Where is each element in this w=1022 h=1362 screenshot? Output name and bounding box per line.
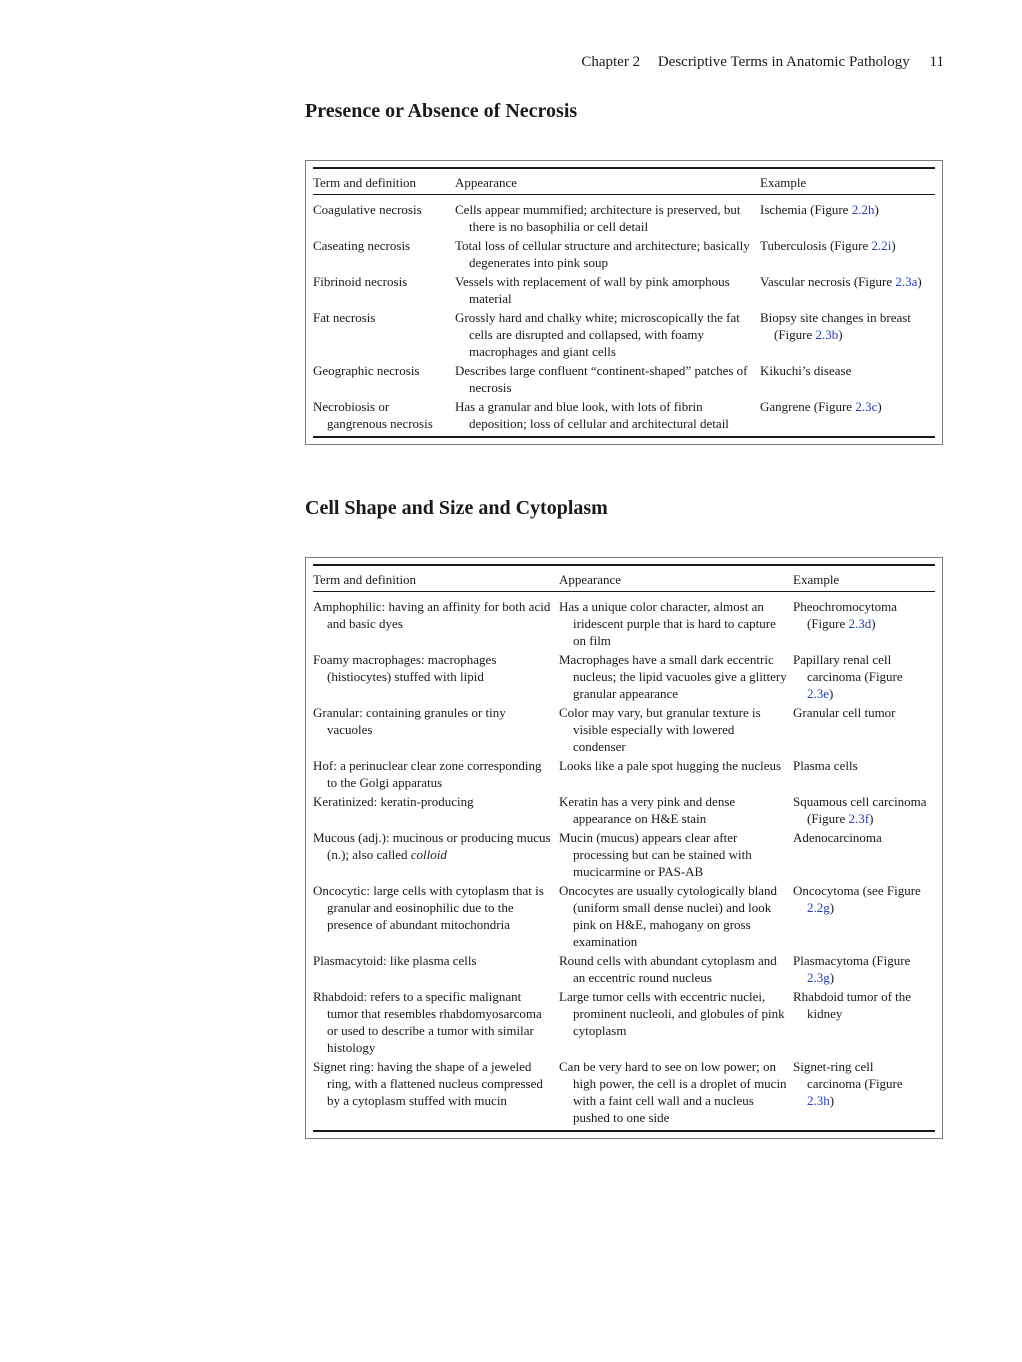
example-suffix: ) <box>891 238 896 253</box>
term-text <box>313 273 449 290</box>
term-definition: Granular: containing granules or tiny vacuoles <box>313 705 506 737</box>
appearance-cell <box>455 362 760 398</box>
example-label: Vascular necrosis (Figure <box>760 274 896 289</box>
example-label: Rhabdoid tumor of the kidney <box>793 989 912 1021</box>
example-suffix: ) <box>877 399 882 414</box>
term-definition: Keratinized: keratin-producing <box>313 794 474 809</box>
appearance-cell <box>559 1058 793 1131</box>
necrosis-table-body <box>313 195 935 438</box>
example-text <box>793 793 929 827</box>
term-definition: Amphophilic: having an affinity for both acid and basic dyes <box>313 599 551 631</box>
appearance-text: Oncocytes are usually cytologically bland (uniform small dense nuclei) and look pink on H&E, mahogany on gross examination <box>559 883 778 949</box>
example-text <box>793 952 929 986</box>
appearance-text: Macrophages have a small dark eccentric nucleus; the lipid vacuoles give a glittery granular appearance <box>559 652 787 701</box>
table-row <box>313 398 935 437</box>
example-text <box>793 829 929 846</box>
appearance-cell <box>559 651 793 704</box>
table-row <box>313 757 935 793</box>
example-label: Gangrene (Figure <box>760 399 856 414</box>
term-definition: Signet ring: having the shape of a jeweled ring, with a flattened nucleus compressed by a cytoplasm stuffed with mucin <box>313 1059 543 1108</box>
table-row <box>313 704 935 757</box>
term-definition: Rhabdoid: refers to a specific malignant tumor that resembles rhabdomyosarcoma or used to describe a tumor with similar histology <box>313 989 542 1055</box>
column-header: Term and definition <box>313 168 455 195</box>
example-label: Adenocarcinoma <box>793 830 882 845</box>
example-cell <box>793 1058 935 1131</box>
term-cell <box>313 793 559 829</box>
table-row <box>313 829 935 882</box>
appearance-text: Vessels with replacement of wall by pink amorphous material <box>455 274 730 306</box>
term-text <box>313 598 553 632</box>
term-definition: Hof: a perinuclear clear zone corresponding to the Golgi apparatus <box>313 758 542 790</box>
appearance-text: Color may vary, but granular texture is visible especially with lowered condenser <box>559 705 761 754</box>
column-header: Appearance <box>559 565 793 592</box>
term-text <box>313 651 553 685</box>
example-suffix: ) <box>838 327 843 342</box>
example-suffix: ) <box>869 811 874 826</box>
appearance-text: Cells appear mummified; architecture is preserved, but there is no basophilia or cell detail <box>455 202 741 234</box>
example-cell <box>760 398 935 437</box>
term-cell <box>313 309 455 362</box>
term-text <box>313 952 553 969</box>
example-label: Ischemia (Figure <box>760 202 852 217</box>
example-text <box>760 362 929 379</box>
example-text <box>760 309 929 343</box>
table-header-row <box>313 168 935 195</box>
example-cell <box>793 757 935 793</box>
example-label: Plasma cells <box>793 758 858 773</box>
example-label: Tuberculosis (Figure <box>760 238 872 253</box>
figure-reference-link[interactable]: 2.3d <box>848 616 872 631</box>
appearance-cell <box>559 592 793 652</box>
appearance-cell <box>559 882 793 952</box>
term-italic: colloid <box>410 847 447 862</box>
example-text <box>760 398 929 415</box>
term-definition: Fibrinoid necrosis <box>313 274 408 289</box>
cell-shape-table <box>313 564 935 1132</box>
appearance-cell <box>559 829 793 882</box>
table-row <box>313 362 935 398</box>
example-label: Plasmacytoma (Figure <box>793 953 911 968</box>
table-row <box>313 793 935 829</box>
figure-reference-link[interactable]: 2.2i <box>871 238 892 253</box>
term-cell <box>313 651 559 704</box>
table-row <box>313 273 935 309</box>
example-suffix: ) <box>829 970 835 985</box>
example-suffix: ) <box>917 274 922 289</box>
column-header: Example <box>760 168 935 195</box>
example-label: Squamous cell carcinoma (Figure <box>793 794 927 826</box>
term-definition: Oncocytic: large cells with cytoplasm that is granular and eosinophilic due to the presence of abundant mitochondria <box>313 883 544 932</box>
example-text <box>760 273 929 290</box>
example-label: Biopsy site changes in breast (Figure <box>760 310 911 342</box>
example-label: Oncocytoma (see Figure <box>793 883 921 898</box>
appearance-cell <box>455 237 760 273</box>
term-text <box>313 988 553 1056</box>
appearance-cell <box>559 793 793 829</box>
table-row <box>313 309 935 362</box>
figure-reference-link[interactable]: 2.3e <box>807 686 830 701</box>
figure-reference-link[interactable]: 2.2g <box>807 900 830 915</box>
term-definition: Coagulative necrosis <box>313 202 422 217</box>
appearance-text: Has a unique color character, almost an iridescent purple that is hard to capture on film <box>559 599 776 648</box>
table-row <box>313 988 935 1058</box>
term-cell <box>313 882 559 952</box>
example-text <box>793 704 929 721</box>
table-row <box>313 952 935 988</box>
table-row <box>313 592 935 652</box>
example-suffix: ) <box>829 686 834 701</box>
example-suffix: ) <box>829 900 835 915</box>
section-title-necrosis: Presence or Absence of Necrosis <box>305 100 578 122</box>
appearance-text: Can be very hard to see on low power; on high power, the cell is a droplet of mucin with a faint cell wall and a nucleus pushed to one side <box>559 1059 787 1125</box>
section-title-cell-shape: Cell Shape and Size and Cytoplasm <box>305 497 608 519</box>
example-cell <box>793 651 935 704</box>
example-label: Papillary renal cell carcinoma (Figure <box>793 652 903 684</box>
term-text <box>313 704 553 738</box>
column-header: Term and definition <box>313 565 559 592</box>
example-text <box>793 988 929 1022</box>
figure-reference-link[interactable]: 2.3f <box>848 811 870 826</box>
term-cell <box>313 757 559 793</box>
term-definition: Geographic necrosis <box>313 363 420 378</box>
example-cell <box>760 362 935 398</box>
example-label: Signet-ring cell carcinoma (Figure <box>793 1059 903 1091</box>
appearance-cell <box>559 988 793 1058</box>
example-text <box>793 1058 929 1109</box>
term-definition: Caseating necrosis <box>313 238 411 253</box>
example-text <box>760 237 929 254</box>
table-row <box>313 195 935 238</box>
term-definition: Necrobiosis or gangrenous necrosis <box>313 399 433 431</box>
term-cell <box>313 592 559 652</box>
term-text <box>313 309 449 326</box>
example-cell <box>793 704 935 757</box>
term-text <box>313 362 449 379</box>
example-cell <box>793 793 935 829</box>
cell-shape-table-body <box>313 592 935 1132</box>
table-row <box>313 1058 935 1131</box>
appearance-text: Grossly hard and chalky white; microscopically the fat cells are disrupted and collapsed, with foamy macrophages and giant cells <box>455 310 740 359</box>
example-cell <box>760 237 935 273</box>
figure-reference-link[interactable]: 2.3b <box>815 327 839 342</box>
example-label: Pheochromocytoma (Figure <box>793 599 897 631</box>
term-text <box>313 793 553 810</box>
example-text <box>760 201 929 218</box>
appearance-text: Describes large confluent “continent-shaped” patches of necrosis <box>455 363 748 395</box>
appearance-cell <box>559 952 793 988</box>
example-text <box>793 598 929 632</box>
term-cell <box>313 952 559 988</box>
term-cell <box>313 704 559 757</box>
term-text <box>313 237 449 254</box>
term-cell <box>313 195 455 238</box>
cell-shape-table-box <box>305 557 943 1139</box>
example-cell <box>760 309 935 362</box>
example-label: Granular cell tumor <box>793 705 896 720</box>
example-suffix: ) <box>829 1093 835 1108</box>
table-row <box>313 237 935 273</box>
term-cell <box>313 829 559 882</box>
example-cell <box>793 952 935 988</box>
appearance-text: Round cells with abundant cytoplasm and an eccentric round nucleus <box>559 953 777 985</box>
example-suffix: ) <box>874 202 879 217</box>
figure-reference-link[interactable]: 2.3c <box>855 399 878 414</box>
example-text <box>793 882 929 916</box>
example-cell <box>760 273 935 309</box>
example-cell <box>793 988 935 1058</box>
table-header-row <box>313 565 935 592</box>
column-header: Example <box>793 565 935 592</box>
table-row <box>313 651 935 704</box>
example-text <box>793 757 929 774</box>
appearance-text: Keratin has a very pink and dense appearance on H&E stain <box>559 794 736 826</box>
figure-reference-link[interactable]: 2.3g <box>807 970 830 985</box>
figure-reference-link[interactable]: 2.3h <box>807 1093 830 1108</box>
necrosis-table <box>313 167 935 438</box>
term-text <box>313 829 553 863</box>
column-header: Appearance <box>455 168 760 195</box>
table-row <box>313 882 935 952</box>
appearance-cell <box>455 398 760 437</box>
appearance-text: Mucin (mucus) appears clear after processing but can be stained with mucicarmine or PAS-AB <box>559 830 752 879</box>
term-cell <box>313 1058 559 1131</box>
example-cell <box>793 592 935 652</box>
term-cell <box>313 362 455 398</box>
example-cell <box>793 829 935 882</box>
term-definition: Fat necrosis <box>313 310 376 325</box>
term-text <box>313 757 553 791</box>
example-cell <box>793 882 935 952</box>
term-text <box>313 882 553 933</box>
chapter-title: Descriptive Terms in Anatomic Pathology <box>657 54 910 70</box>
appearance-cell <box>559 757 793 793</box>
appearance-cell <box>455 309 760 362</box>
appearance-cell <box>455 195 760 238</box>
page-number: 11 <box>929 54 944 70</box>
term-definition: Mucous (adj.): mucinous or producing mucus (n.); also called <box>313 830 551 862</box>
term-cell <box>313 273 455 309</box>
figure-reference-link[interactable]: 2.2h <box>851 202 875 217</box>
term-definition: Plasmacytoid: like plasma cells <box>313 953 477 968</box>
term-text <box>313 201 449 218</box>
appearance-text: Looks like a pale spot hugging the nucleus <box>559 758 782 773</box>
example-cell <box>760 195 935 238</box>
term-text <box>313 398 449 432</box>
term-text <box>313 1058 553 1109</box>
example-label: Kikuchi’s disease <box>760 363 852 378</box>
term-cell <box>313 398 455 437</box>
running-head <box>581 54 944 71</box>
appearance-cell <box>559 704 793 757</box>
appearance-cell <box>455 273 760 309</box>
necrosis-table-box <box>305 160 943 445</box>
appearance-text: Large tumor cells with eccentric nuclei, prominent nucleoli, and globules of pink cytoplasm <box>559 989 785 1038</box>
example-text <box>793 651 929 702</box>
appearance-text: Has a granular and blue look, with lots of fibrin deposition; loss of cellular and architectural detail <box>455 399 729 431</box>
term-cell <box>313 237 455 273</box>
term-cell <box>313 988 559 1058</box>
term-definition: Foamy macrophages: macrophages (histiocytes) stuffed with lipid <box>313 652 497 684</box>
figure-reference-link[interactable]: 2.3a <box>895 274 918 289</box>
example-suffix: ) <box>871 616 876 631</box>
appearance-text: Total loss of cellular structure and architecture; basically degenerates into pink soup <box>455 238 750 270</box>
chapter-label: Chapter 2 <box>581 54 641 70</box>
